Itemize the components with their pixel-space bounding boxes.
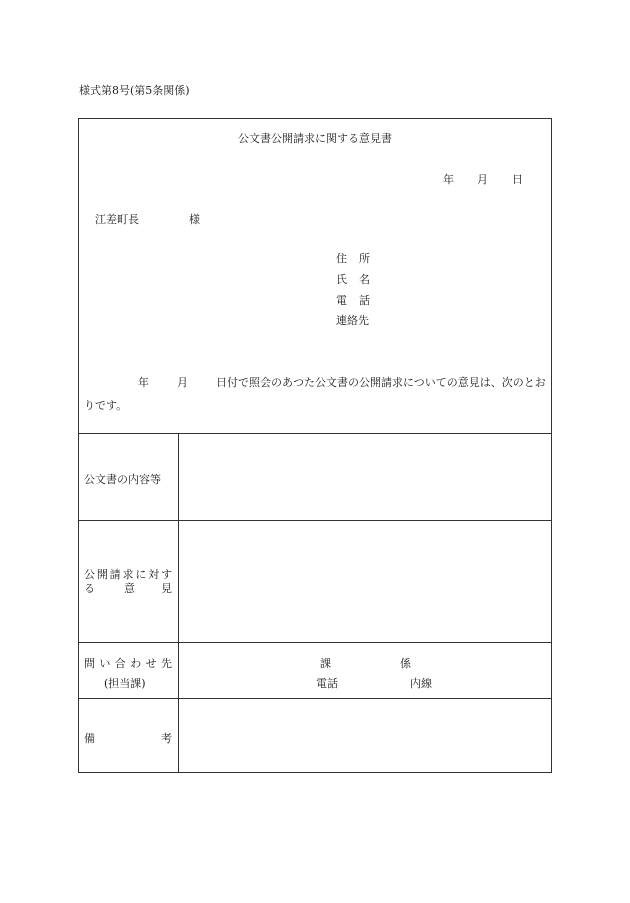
- date-year: 年: [443, 173, 454, 186]
- opinion-form: [78, 118, 552, 773]
- phone-label: 電話: [316, 677, 338, 690]
- body-year: 年: [138, 376, 149, 389]
- date-month: 月: [477, 173, 488, 186]
- addressee-honorific: 様: [189, 213, 200, 226]
- addressee-name: 江差町長: [95, 213, 139, 226]
- form-number: 様式第8号(第5条関係): [79, 84, 190, 97]
- body-month: 月: [177, 376, 188, 389]
- divider-header: [79, 433, 551, 434]
- opinion-label-char2: 意: [124, 582, 135, 595]
- body-text: 日付で照会のあつた公文書の公開請求についての意見は、次のとおりです。: [84, 376, 546, 412]
- remarks-label-char1: 備: [84, 732, 95, 745]
- staff-label: 係: [400, 657, 411, 670]
- inquiry-sub-label: (担当課): [104, 677, 146, 690]
- divider-content: [79, 520, 551, 521]
- column-divider: [178, 433, 179, 772]
- phone-label-1: 電: [336, 294, 347, 307]
- form-title: 公文書公開請求に関する意見書: [238, 132, 392, 145]
- contact-label: 連絡先: [336, 314, 369, 327]
- date-day: 日: [512, 173, 523, 186]
- extension-label: 内線: [410, 677, 432, 690]
- inquiry-label: 問い合わせ先: [84, 657, 172, 670]
- name-label-1: 氏: [336, 273, 347, 286]
- body-paragraph: [84, 371, 548, 417]
- divider-opinion: [79, 642, 551, 643]
- section-label: 課: [320, 657, 331, 670]
- opinion-label-line1: 公開請求に対す: [84, 568, 172, 581]
- content-label: 公文書の内容等: [84, 473, 161, 486]
- opinion-label-char1: る: [84, 582, 95, 595]
- address-label-1: 住: [336, 252, 347, 265]
- divider-inquiry: [79, 698, 551, 699]
- name-label-2: 名: [359, 273, 370, 286]
- opinion-label-char3: 見: [161, 582, 172, 595]
- remarks-label-char2: 考: [161, 732, 172, 745]
- phone-label-2: 話: [359, 294, 370, 307]
- address-label-2: 所: [359, 252, 370, 265]
